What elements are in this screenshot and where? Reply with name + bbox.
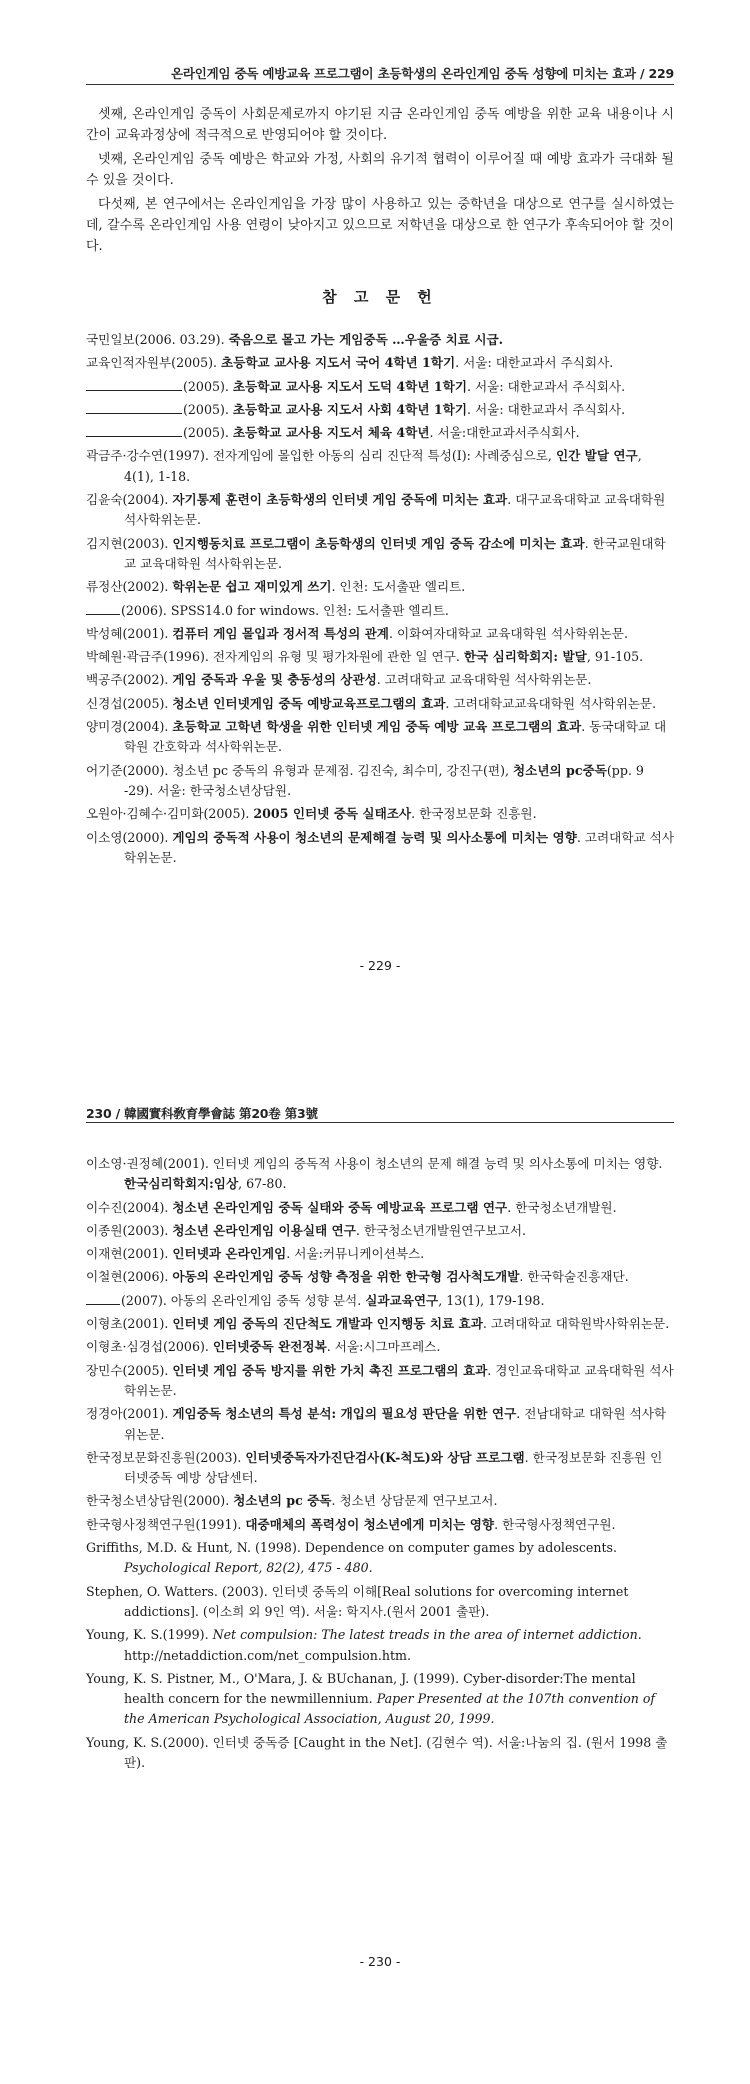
reference-item: 오원아·김혜수·김미화(2005). 2005 인터넷 중독 실태조사. 한국정보문화 진흥원. (86, 806, 537, 822)
conclusion-paragraphs (86, 104, 674, 260)
reference-item: 백공주(2002). 게임 중독과 우울 및 충동성의 상관성. 고려대학교 교육대학원 석사학위논문. (86, 672, 592, 688)
reference-item: 박성혜(2001). 컴퓨터 게임 몰입과 정서적 특성의 관계. 이화여자대학교 교육대학원 석사학위논문. (86, 625, 628, 641)
reference-item: 국민일보(2006. 03.29). 죽음으로 몰고 가는 게임중독 …우울증 치료 시급. (86, 332, 504, 347)
header-rule (86, 1122, 674, 1123)
reference-item: Griffiths, M.D. & Hunt, N. (1998). Dependence on computer games by adolescents. Psychological Report, 82(2), 475 - 480. (86, 1540, 618, 1576)
ditto-rule (86, 401, 182, 414)
reference-item: 곽금주·강수연(1997). 전자게임에 몰입한 아동의 심리 진단적 특성(Ⅰ): 사례중심으로, 인간 발달 연구, 4(1), 1-18. (86, 448, 642, 484)
reference-item: 이소영·권정혜(2001). 인터넷 게임의 중독적 사용이 청소년의 문제 해결 능력 및 의사소통에 미치는 영향. 한국심리학회지:임상, 67-80. (86, 1156, 663, 1192)
reference-item: 신경섭(2005). 청소년 인터넷게임 중독 예방교육프로그램의 효과. 고려대학교교육대학원 석사학위논문. (86, 695, 657, 711)
paragraph: 넷째, 온라인게임 중독 예방은 학교와 가정, 사회의 유기적 협력이 이루어질 때 예방 효과가 극대화 될 수 있을 것이다. (86, 152, 674, 188)
reference-item: (2006). SPSS14.0 for windows. 인천: 도서출판 엘리트. (86, 601, 674, 621)
reference-item: 이소영(2000). 게임의 중독적 사용이 청소년의 문제해결 능력 및 의사소통에 미치는 영향. 고려대학교 석사학위논문. (86, 829, 674, 865)
reference-item: 류정산(2002). 학위논문 쉽고 재미있게 쓰기. 인천: 도서출판 엘리트. (86, 579, 466, 595)
page-number: - 229 - (359, 958, 401, 973)
reference-item: Stephen, O. Watters. (2003). 인터넷 중독의 이해[Real solutions for overcoming internet addictions]. (이소희 외 9인 역). 서울: 학지사.(원서 2001 출판). (86, 1583, 629, 1619)
reference-item: 이철현(2006). 아동의 온라인게임 중독 성향 측정을 위한 한국형 검사척도개발. 한국학술진흥재단. (86, 1269, 629, 1285)
reference-item: (2007). 아동의 온라인게임 중독 성향 분석. 실과교육연구, 13(1), 179-198. (86, 1291, 674, 1311)
reference-item: 장민수(2005). 인터넷 게임 중독 방지를 위한 가치 촉진 프로그램의 효과. 경인교육대학교 교육대학원 석사학위논문. (86, 1362, 674, 1398)
reference-item: 이수진(2004). 청소년 온라인게임 중독 실태와 중독 예방교육 프로그램 연구. 한국청소년개발원. (86, 1199, 617, 1215)
reference-list (86, 1154, 674, 1776)
reference-list (86, 330, 674, 871)
ditto-rule (86, 424, 182, 437)
ditto-rule (86, 378, 182, 391)
page-number: - 230 - (359, 1954, 401, 1969)
reference-item: 어기준(2000). 청소년 pc 중독의 유형과 문제점. 김진숙, 최수미, 강진구(편), 청소년의 pc중독(pp. 9 -29). 서울: 한국청소년상담원. (86, 762, 644, 798)
ditto-rule (86, 1292, 120, 1305)
reference-item: 박혜원·곽금주(1996). 전자게임의 유형 및 평가차원에 관한 일 연구. 한국 심리학회지: 발달, 91-105. (86, 649, 644, 665)
running-head: 온라인게임 중독 예방교육 프로그램이 초등학생의 온라인게임 중독 성향에 미치는 효과 / 229 (170, 66, 674, 81)
reference-item: 이형초(2001). 인터넷 게임 중독의 진단척도 개발과 인지행동 치료 효과. 고려대학교 대학원박사학위논문. (86, 1316, 670, 1332)
page-230 (0, 1042, 750, 2084)
reference-item: 한국형사정책연구원(1991). 대중매체의 폭력성이 청소년에게 미치는 영향. 한국형사정책연구원. (86, 1516, 616, 1532)
reference-item: 이종원(2003). 청소년 온라인게임 이용실태 연구. 한국청소년개발원연구보고서. (86, 1222, 527, 1238)
reference-item: 교육인적자원부(2005). 초등학교 교사용 지도서 국어 4학년 1학기. 서울: 대한교과서 주식회사. (86, 355, 614, 371)
ditto-rule (86, 602, 120, 615)
reference-item: Young, K. S. Pistner, M., O'Mara, J. & BUchanan, J. (1999). Cyber-disorder:The mental health concern for the newmillennium. Paper Presented at the 107th convention of the American Psychological Association, August 20, 1999. (86, 1670, 656, 1727)
running-head: 230 / 韓國實科敎育學會誌 第20卷 第3號 (86, 1106, 318, 1121)
reference-item: Young, K. S.(2000). 인터넷 중독증 [Caught in the Net]. (김현수 역). 서울:나눔의 집. (원서 1998 출판). (86, 1734, 668, 1771)
reference-item: 이재현(2001). 인터넷과 온라인게임. 서울:커뮤니케이션북스. (86, 1246, 425, 1262)
reference-item: 한국청소년상담원(2000). 청소년의 pc 중독. 청소년 상담문제 연구보고서. (86, 1493, 498, 1509)
reference-item: (2005). 초등학교 교사용 지도서 도덕 4학년 1학기. 서울: 대한교과서 주식회사. (86, 377, 674, 397)
reference-item: 정경아(2001). 게임중독 청소년의 특성 분석: 개입의 필요성 판단을 위한 연구. 전남대학교 대학원 석사학위논문. (86, 1406, 667, 1442)
reference-item: Young, K. S.(1999). Net compulsion: The latest treads in the area of internet addiction. http://netaddiction.com/net_compulsion.htm. (86, 1627, 642, 1663)
reference-item: 이형초·심경섭(2006). 인터넷중독 완전정복. 서울:시그마프레스. (86, 1339, 441, 1355)
reference-item: (2005). 초등학교 교사용 지도서 체육 4학년. 서울:대한교과서주식회사. (86, 423, 674, 443)
header-rule (86, 84, 674, 85)
references-title: 참 고 문 헌 (322, 288, 438, 306)
reference-item: 한국정보문화진흥원(2003). 인터넷중독자가진단검사(K-척도)와 상담 프로그램. 한국정보문화 진흥원 인터넷중독 예방 상담센터. (86, 1449, 663, 1486)
reference-item: 양미경(2004). 초등학교 고학년 학생을 위한 인터넷 게임 중독 예방 교육 프로그램의 효과. 동국대학교 대학원 간호학과 석사학위논문. (86, 719, 667, 755)
reference-item: 김윤숙(2004). 자기통제 훈련이 초등학생의 인터넷 게임 중독에 미치는 효과. 대구교육대학교 교육대학원 석사학위논문. (86, 492, 666, 528)
paragraph: 다섯째, 본 연구에서는 온라인게임을 가장 많이 사용하고 있는 중학년을 대상으로 연구를 실시하였는데, 갈수록 온라인게임 사용 연령이 낮아지고 있으므로 저학년을 대상으로 한 연구가 후속되어야 할 것이다. (86, 197, 674, 254)
reference-item: (2005). 초등학교 교사용 지도서 사회 4학년 1학기. 서울: 대한교과서 주식회사. (86, 400, 674, 420)
reference-item: 김지현(2003). 인지행동치료 프로그램이 초등학생의 인터넷 게임 중독 감소에 미치는 효과. 한국교원대학교 교육대학원 석사학위논문. (86, 535, 666, 571)
paragraph: 셋째, 온라인게임 중독이 사회문제로까지 야기된 지금 온라인게임 중독 예방을 위한 교육 내용이나 시간이 교육과정상에 적극적으로 반영되어야 할 것이다. (86, 107, 674, 143)
